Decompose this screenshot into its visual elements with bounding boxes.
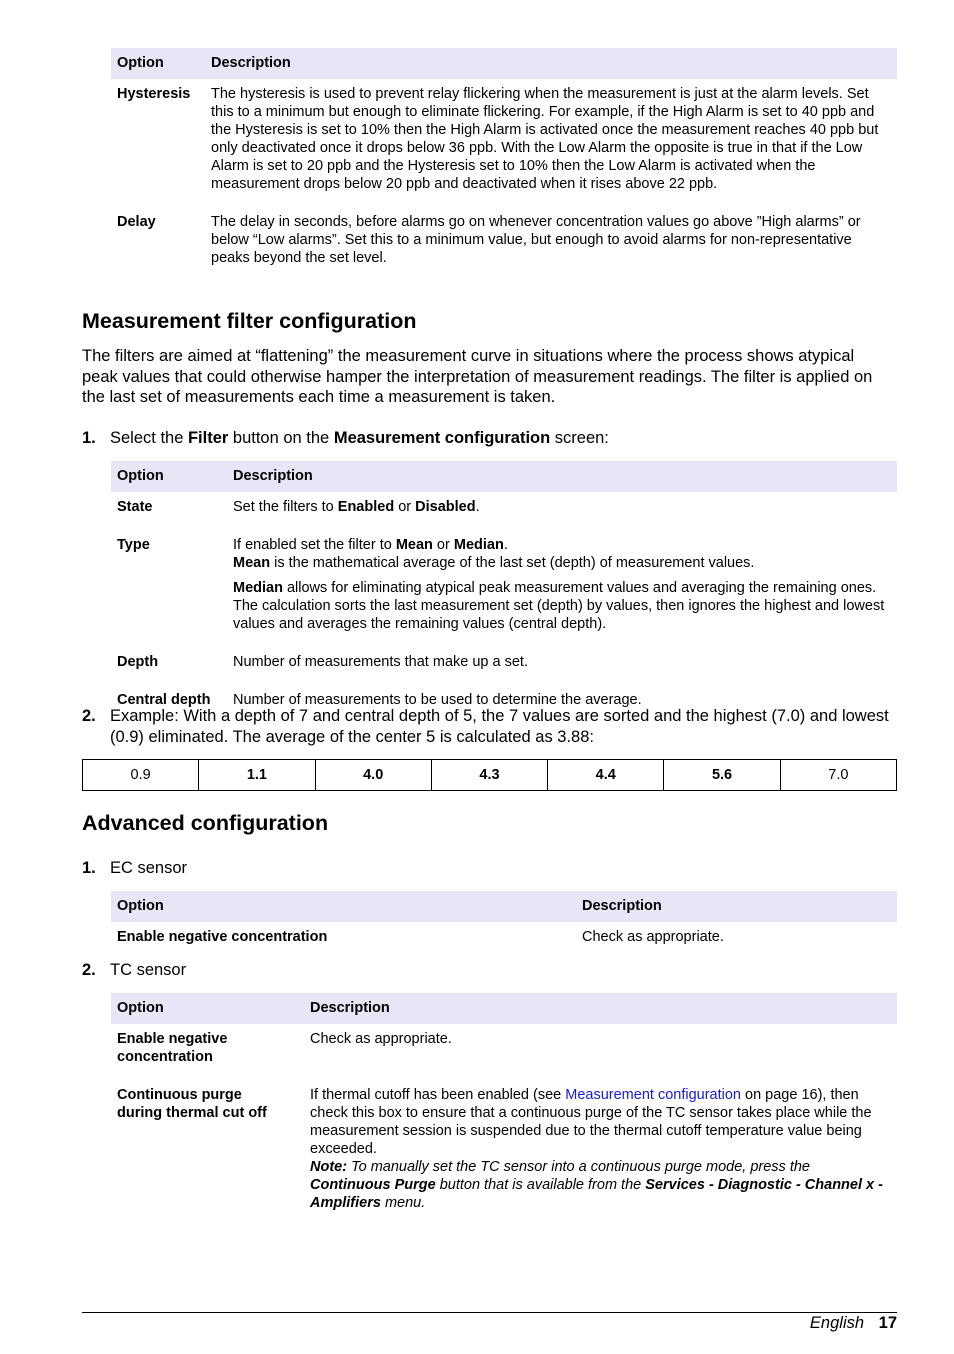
option-line: Enable negative: [117, 1031, 228, 1047]
filter-step-2: [82, 706, 897, 750]
description-continuous-purge: [304, 1080, 897, 1218]
description-hysteresis: The hysteresis is used to prevent relay flickering when the measurement is just at the alarm levels. Set this to a minimum but enough to eliminate flickering. For example, if the High Alarm is set to 40 ppb and the Hysteresis is set to 10% then the High Alarm is activated once the measurement reaches 40 ppb but only deactivated once it drops below 36 ppb. With the Low Alarm the opposite is true in that if the Low Alarm is set to 20 ppb and the Hysteresis set to 10% then the Low Alarm is activated when the measurement drops below 20 ppb and deactivated when it rises above 22 ppb.: [211, 86, 879, 192]
table-header-row: [111, 48, 897, 79]
advanced-step-2: [82, 960, 897, 982]
screen-ref: Measurement configuration: [333, 429, 551, 447]
sorted-values-table: [82, 759, 897, 791]
description-enable-negative-concentration: Check as appropriate.: [310, 1031, 452, 1047]
text-part: is the mathematical average of the last set (depth) of measurement values.: [270, 555, 755, 571]
option-line: concentration: [117, 1049, 213, 1065]
text-part: Set the filters to: [233, 499, 338, 515]
text-part: If thermal cutoff has been enabled (see: [310, 1087, 566, 1103]
option-column-header: Option: [111, 461, 227, 492]
continuous-purge-button-ref: Continuous Purge: [310, 1177, 436, 1193]
measurement-configuration-link[interactable]: Measurement configuration: [565, 1087, 741, 1103]
section-heading-filter: Measurement filter configuration: [82, 309, 417, 333]
table-row: [111, 922, 897, 952]
option-delay: Delay: [117, 214, 156, 230]
value-disabled: Disabled: [415, 499, 476, 515]
option-column-header: Option: [111, 891, 576, 922]
note-label: Note:: [310, 1159, 348, 1175]
step-text: [110, 428, 609, 449]
text-part: or: [432, 537, 454, 553]
table-row: [111, 647, 897, 685]
value-cell: 4.4: [548, 760, 664, 791]
option-column-header: Option: [111, 48, 205, 79]
filter-button-ref: Filter: [187, 429, 229, 447]
step-number: 1.: [82, 859, 96, 877]
text-part: If enabled set the filter to: [233, 537, 396, 553]
note: [310, 1159, 883, 1211]
step-text: EC sensor: [110, 859, 188, 877]
filter-step-1: [82, 428, 897, 450]
table-header-row: [111, 993, 897, 1024]
value-cell: 7.0: [780, 760, 896, 791]
text-part: button that is available from the: [435, 1177, 646, 1193]
option-state: State: [117, 499, 153, 515]
value-cell: 4.3: [431, 760, 547, 791]
type-line-mean: [233, 554, 891, 572]
filter-options-table: [111, 461, 897, 715]
description-enable-negative-concentration: Check as appropriate.: [582, 929, 724, 945]
step-text: TC sensor: [110, 961, 187, 979]
term-median: Median: [233, 580, 283, 596]
value-enabled: Enabled: [337, 499, 395, 515]
table-row: [83, 760, 897, 791]
description-column-header: Description: [227, 461, 897, 492]
text-part: allows for eliminating atypical peak measurement values and averaging the remaining ones. The calculation sorts the last measurement set (depth) by values, then ignores the highest and lowest values and averages the remaining values (central depth).: [233, 580, 885, 632]
text-part: or: [394, 499, 416, 515]
value-cell: 0.9: [83, 760, 199, 791]
description-type: [227, 530, 897, 647]
option-line: Continuous purge: [117, 1087, 242, 1103]
footer-divider: [82, 1312, 897, 1313]
description-state: [227, 492, 897, 530]
text-part: To manually set the TC sensor into a continuous purge mode, press the: [347, 1159, 810, 1175]
option-continuous-purge: [111, 1080, 304, 1218]
table-header-row: [111, 461, 897, 492]
description-column-header: Description: [576, 891, 897, 922]
advanced-step-1: [82, 858, 897, 880]
text-part: on page 16), then check this box to ensure that a continuous purge of the TC sensor takes place while the measurement session is suspended due to the thermal cutoff temperature value being exceeded.: [310, 1087, 872, 1157]
table-row: [111, 530, 897, 647]
description-column-header: Description: [205, 48, 897, 79]
table-row: [111, 1080, 897, 1218]
step-number: 2.: [82, 961, 96, 979]
text-part: .: [475, 499, 480, 515]
type-line-1: [233, 536, 891, 554]
option-depth: Depth: [117, 654, 159, 670]
option-column-header: Option: [111, 993, 304, 1024]
table-row: [111, 79, 897, 207]
tc-sensor-table: [111, 993, 897, 1218]
step-number: 1.: [82, 429, 96, 447]
table-header-row: [111, 891, 897, 922]
description-depth: Number of measurements that make up a set.: [233, 654, 528, 670]
menu-path-ref: Services - Diagnostic - Channel x - Amplifiers: [310, 1177, 883, 1211]
step-text-part: button on the: [228, 429, 334, 447]
value-cell: 5.6: [664, 760, 780, 791]
filter-intro-paragraph: The filters are aimed at “flattening” the measurement curve in situations where the process shows atypical peak values that could otherwise hamper the interpretation of measurement readings. The filter is applied on the last set of measurements each time a measurement is taken.: [82, 347, 873, 406]
step-text-part: Select the: [110, 429, 188, 447]
value-mean: Mean: [395, 537, 433, 553]
description-column-header: Description: [304, 993, 897, 1024]
footer-language: English: [809, 1314, 865, 1332]
option-central-depth: Central depth: [117, 692, 211, 708]
option-line: during thermal cut off: [117, 1105, 267, 1121]
option-hysteresis: Hysteresis: [117, 86, 191, 102]
alarm-options-table: [111, 48, 897, 273]
footer: [810, 1313, 897, 1333]
option-enable-negative-concentration: Enable negative concentration: [117, 929, 328, 945]
text-part: .: [503, 537, 508, 553]
page-number: 17: [878, 1314, 897, 1332]
text-part: menu.: [380, 1195, 426, 1211]
option-enable-negative-concentration: [111, 1024, 304, 1080]
step-number: 2.: [82, 707, 96, 725]
ec-sensor-table: [111, 891, 897, 952]
option-type: Type: [117, 537, 150, 553]
term-mean: Mean: [233, 555, 271, 571]
table-row: [111, 1024, 897, 1080]
value-median: Median: [453, 537, 504, 553]
table-row: [111, 207, 897, 273]
section-heading-advanced: Advanced configuration: [82, 811, 329, 835]
type-paragraph-median: [233, 579, 891, 633]
table-row: [111, 492, 897, 530]
value-cell: 1.1: [199, 760, 315, 791]
description-central-depth: Number of measurements to be used to determine the average.: [233, 692, 642, 708]
description-delay: The delay in seconds, before alarms go on whenever concentration values go above ”High alarms” or below “Low alarms”. Set this to a minimum value, but enough to avoid alarms for non-representative peaks beyond the set level.: [211, 214, 861, 266]
value-cell: 4.0: [315, 760, 431, 791]
step-text-part: screen:: [550, 429, 609, 447]
step-text: Example: With a depth of 7 and central depth of 5, the 7 values are sorted and the highest (7.0) and lowest (0.9) eliminated. The average of the center 5 is calculated as 3.88:: [110, 707, 889, 746]
